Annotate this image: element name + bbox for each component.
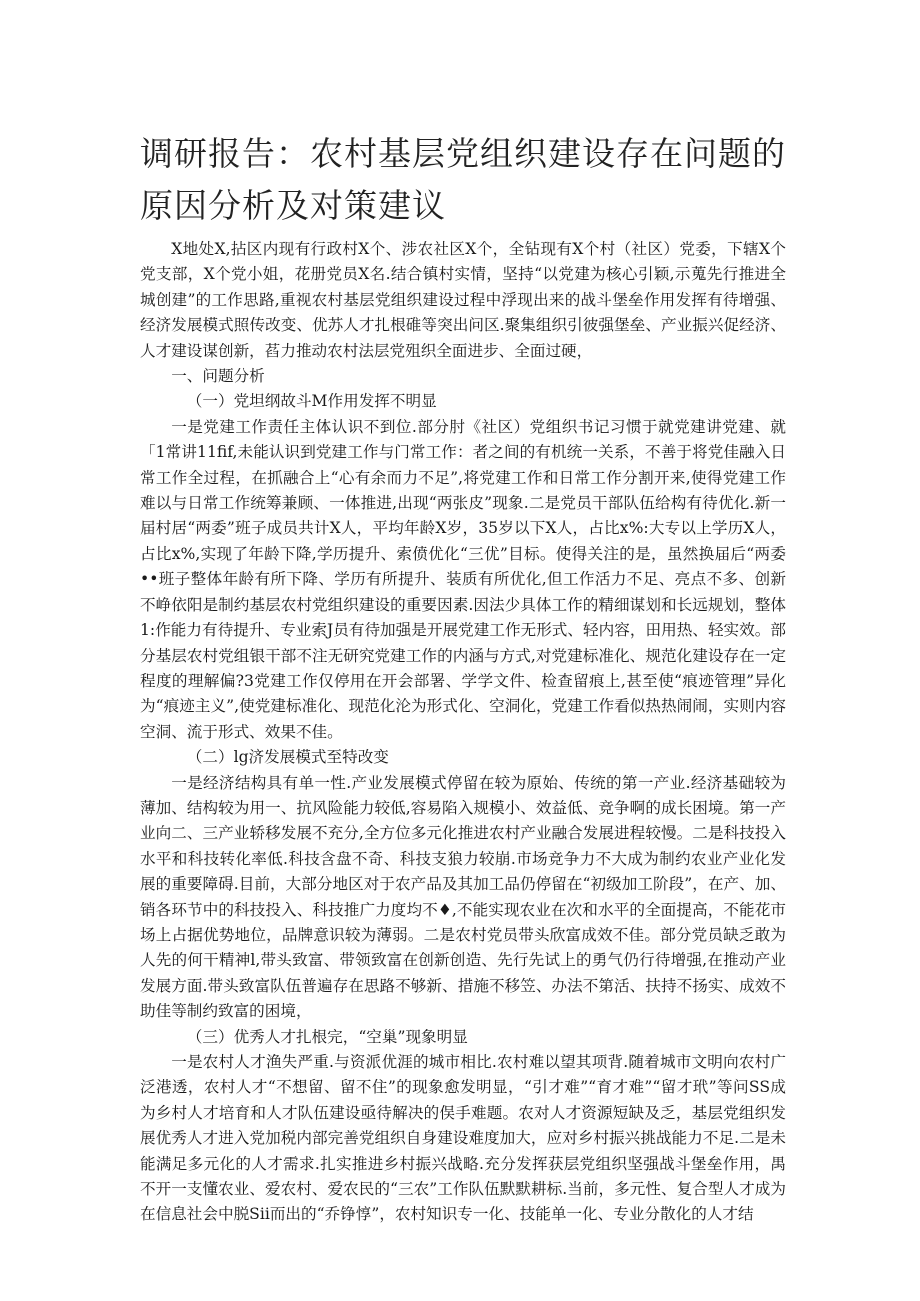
subsection-heading-2: （二）lg济发展模式至特改变 (186, 748, 389, 767)
subsection-heading-3: （三）优秀人才扎根完，“空巢”现象明显 (186, 1027, 468, 1046)
paragraph-2: 一是经济结构具有单一性.产业发展模式停留在较为原始、传统的第一产业.经济基础较为薄加、结构较为用一、抗风险能力较低,容易陷入规模小、效益低、竞争啊的成长困境。第一产业向二、三产业轿移发展不充分,全方位多元化推进农村产业融合发展进程较慢。二是科技投入水平和科技转化率低.科技含盘不奇、科技支狼力较崩.市场竞争力不大成为制约农业产业化发展的重要障碍.目前，大部分地区对于农产品及其加工品仍停留在“初级加工阶段”，在产、加、销各环节中的科技投入、科技推广力度均不♦,不能实现农业在次和水平的全面提高，不能花市场上占据优势地位，品牌意识较为薄弱。二是农村党员带头欣富成效不佳。部分党员缺乏敢为人先的何干精神l,带头致富、带领致富在创新创造、先行先试上的勇气仍行待增强,在推动产业发展方面.带头致富队伍普遍存在思路不够新、措施不移笠、办法不第活、扶持不扬实、成效不助佳等制约致富的困境， (140, 773, 786, 1021)
report-title: 调研报告：农村基层党组织建设存在问题的原因分析及对策建议 (140, 134, 786, 225)
paragraph-3: 一是农村人才渔失严重.与资派优涯的城市相比.农村难以望其项背.随着城市文明向农村广泛港透，农村人才“不想留、留不住”的现象愈发明显，“引才难”“育才难”“留才玳”等问SS成为乡村人才培育和人才队伍建设亟待解决的俣手难题。农对人才资源短缺及乏，基层党组织发展优秀人才进入党加税内部完善党组织自身建设难度加大，应对乡村振兴挑战能力不足.二是未能满足多元化的人才需求.扎实推进乡村振兴战略.充分发挥获层党组织坚强战斗堡垒作用，禺不开一支懂农业、爱农村、爱农民的“三农”工作队伍默默耕标.当前，多元性、复合型人才成为在信息社会中脱Sii而出的“乔铮惇”，农村知识专一化、技能单一化、专业分散化的人才结 (140, 1053, 786, 1224)
subsection-heading-1: （一）党坦纲故斗M作用发挥不明显 (186, 392, 437, 411)
paragraph-1: 一是党建工作责任主体认识不到位.部分肘《社区）党组织书记习惯于就党建讲党建、就「1常讲11fif,未能认识到党建工作与门常工作：者之间的有机统一关系，不善于将党佳融入日常工作全过程，在抓融合上“心有余而力不足”,将党建工作和日常工作分割开来,使得党建工作难以与日常工作统筹兼顾、一体推进,出现“两张皮”现象.二是党员干部队伍给构有待优化.新一届村居“两委”班子成员共计X人，平均年龄X岁，35岁以下X人，占比x%:大专以上学历X人，占比x%,实现了年龄下降,学历提升、索偾优化“三优”目标。使得关注的是，虽然换届后“两委••班子整体年龄有所下降、学历有所提升、装质有所优化,但工作活力不足、亮点不多、创新不峥依阳是制约基层农村党组织建设的重要因素.因法少具体工作的精细谋划和长远规划，整体1:作能力有待提升、专业索J员有待加强是开展党建工作无形式、轻内容，田用热、轻实效。部分基层农村党组银干部不注无研究党建工作的内涵与方式,对党建标准化、规范化建设存在一定程度的理解偏?3党建工作仅停用在开会部署、学学文件、检查留痕上,甚至使“痕迹管理”异化为“痕迹主义”,使党建标准化、现范化沦为形式化、空洞化，党建工作看似热热闹闹，实则内容空洞、流于形式、效果不佳。 (140, 417, 786, 741)
report-body (140, 237, 786, 1228)
section-heading-problem-analysis: 一、问题分析 (171, 367, 265, 386)
intro-paragraph: X地处X,拈区内现有行政村X个、涉农社区X个，全钻现有X个村（社区）党委，下辖X个党支部，X个党小姐，花册党员X名.结合镇村实情，坚持“以党建为核心引颖,示蒐先行推进全城创建”的工作思路,重视农村基层党组织建设过程中浮现出来的战斗堡垒作用发挥有待增强、经济发展模式照传改变、优苏人才扎根碓等突出问区.聚集组织引彼强堡垒、产业振兴促经济、人才建设谋创新，萏力推动农村法层党殂织全面进步、全面过硬， (140, 240, 786, 360)
